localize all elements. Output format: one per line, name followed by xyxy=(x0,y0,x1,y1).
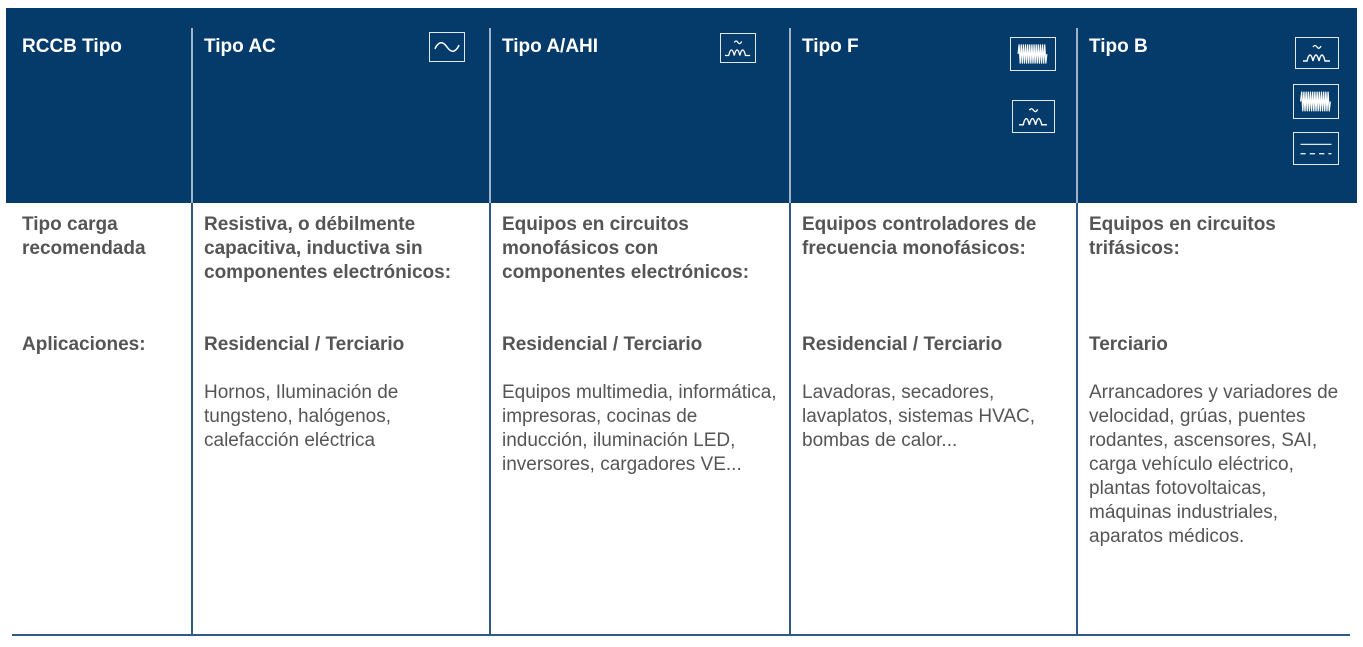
column-divider xyxy=(489,203,491,635)
sine-wave-icon xyxy=(429,32,465,62)
load-type-ac: Resistiva, o débilmente capacitiva, inductiva sin componentes electrónicos: xyxy=(204,214,452,283)
sector-f: Residencial / Terciario xyxy=(802,334,1003,355)
load-type-f: Equipos controladores de frecuencia monofásicos: xyxy=(802,214,1037,259)
examples-ac: Hornos, Iluminación de tungsteno, halógenos, calefacción eléctrica xyxy=(204,382,399,451)
pulsating-dc-icon xyxy=(1295,37,1339,69)
load-type-b: Equipos en circuitos trifásicos: xyxy=(1089,214,1276,259)
load-type-a: Equipos en circuitos monofásicos con componentes electrónicos: xyxy=(502,214,750,283)
examples-b: Arrancadores y variadores de velocidad, grúas, puentes rodantes, ascensores, SAI, carga vehículo eléctrico, plantas fotovoltaicas, máquinas industriales, aparatos médicos. xyxy=(1089,382,1339,547)
pulsating-dc-icon xyxy=(720,33,756,63)
table-bottom-rule xyxy=(12,634,1350,636)
sector-b: Terciario xyxy=(1089,334,1168,355)
row-label-load-type: Tipo carga recomendada xyxy=(22,214,146,259)
column-title-tipo-f: Tipo F xyxy=(802,36,859,57)
pulsating-dc-icon xyxy=(1012,100,1055,133)
high-frequency-icon xyxy=(1293,84,1339,119)
row-label-rccb-tipo: RCCB Tipo xyxy=(22,36,122,57)
examples-f: Lavadoras, secadores, lavaplatos, sistemas HVAC, bombas de calor... xyxy=(802,382,1036,451)
column-title-tipo-a: Tipo A/AHI xyxy=(502,36,599,57)
column-divider xyxy=(1076,203,1078,635)
sector-ac: Residencial / Terciario xyxy=(204,334,405,355)
column-title-tipo-b: Tipo B xyxy=(1089,36,1148,57)
column-title-tipo-ac: Tipo AC xyxy=(204,36,276,57)
high-frequency-icon xyxy=(1010,37,1056,71)
column-divider xyxy=(789,203,791,635)
sector-a: Residencial / Terciario xyxy=(502,334,703,355)
examples-a: Equipos multimedia, informática, impresoras, cocinas de inducción, iluminación LED, inversores, cargadores VE... xyxy=(502,382,777,475)
column-divider xyxy=(191,203,193,635)
smooth-dc-icon xyxy=(1293,132,1339,165)
row-label-applications: Aplicaciones: xyxy=(22,334,146,355)
